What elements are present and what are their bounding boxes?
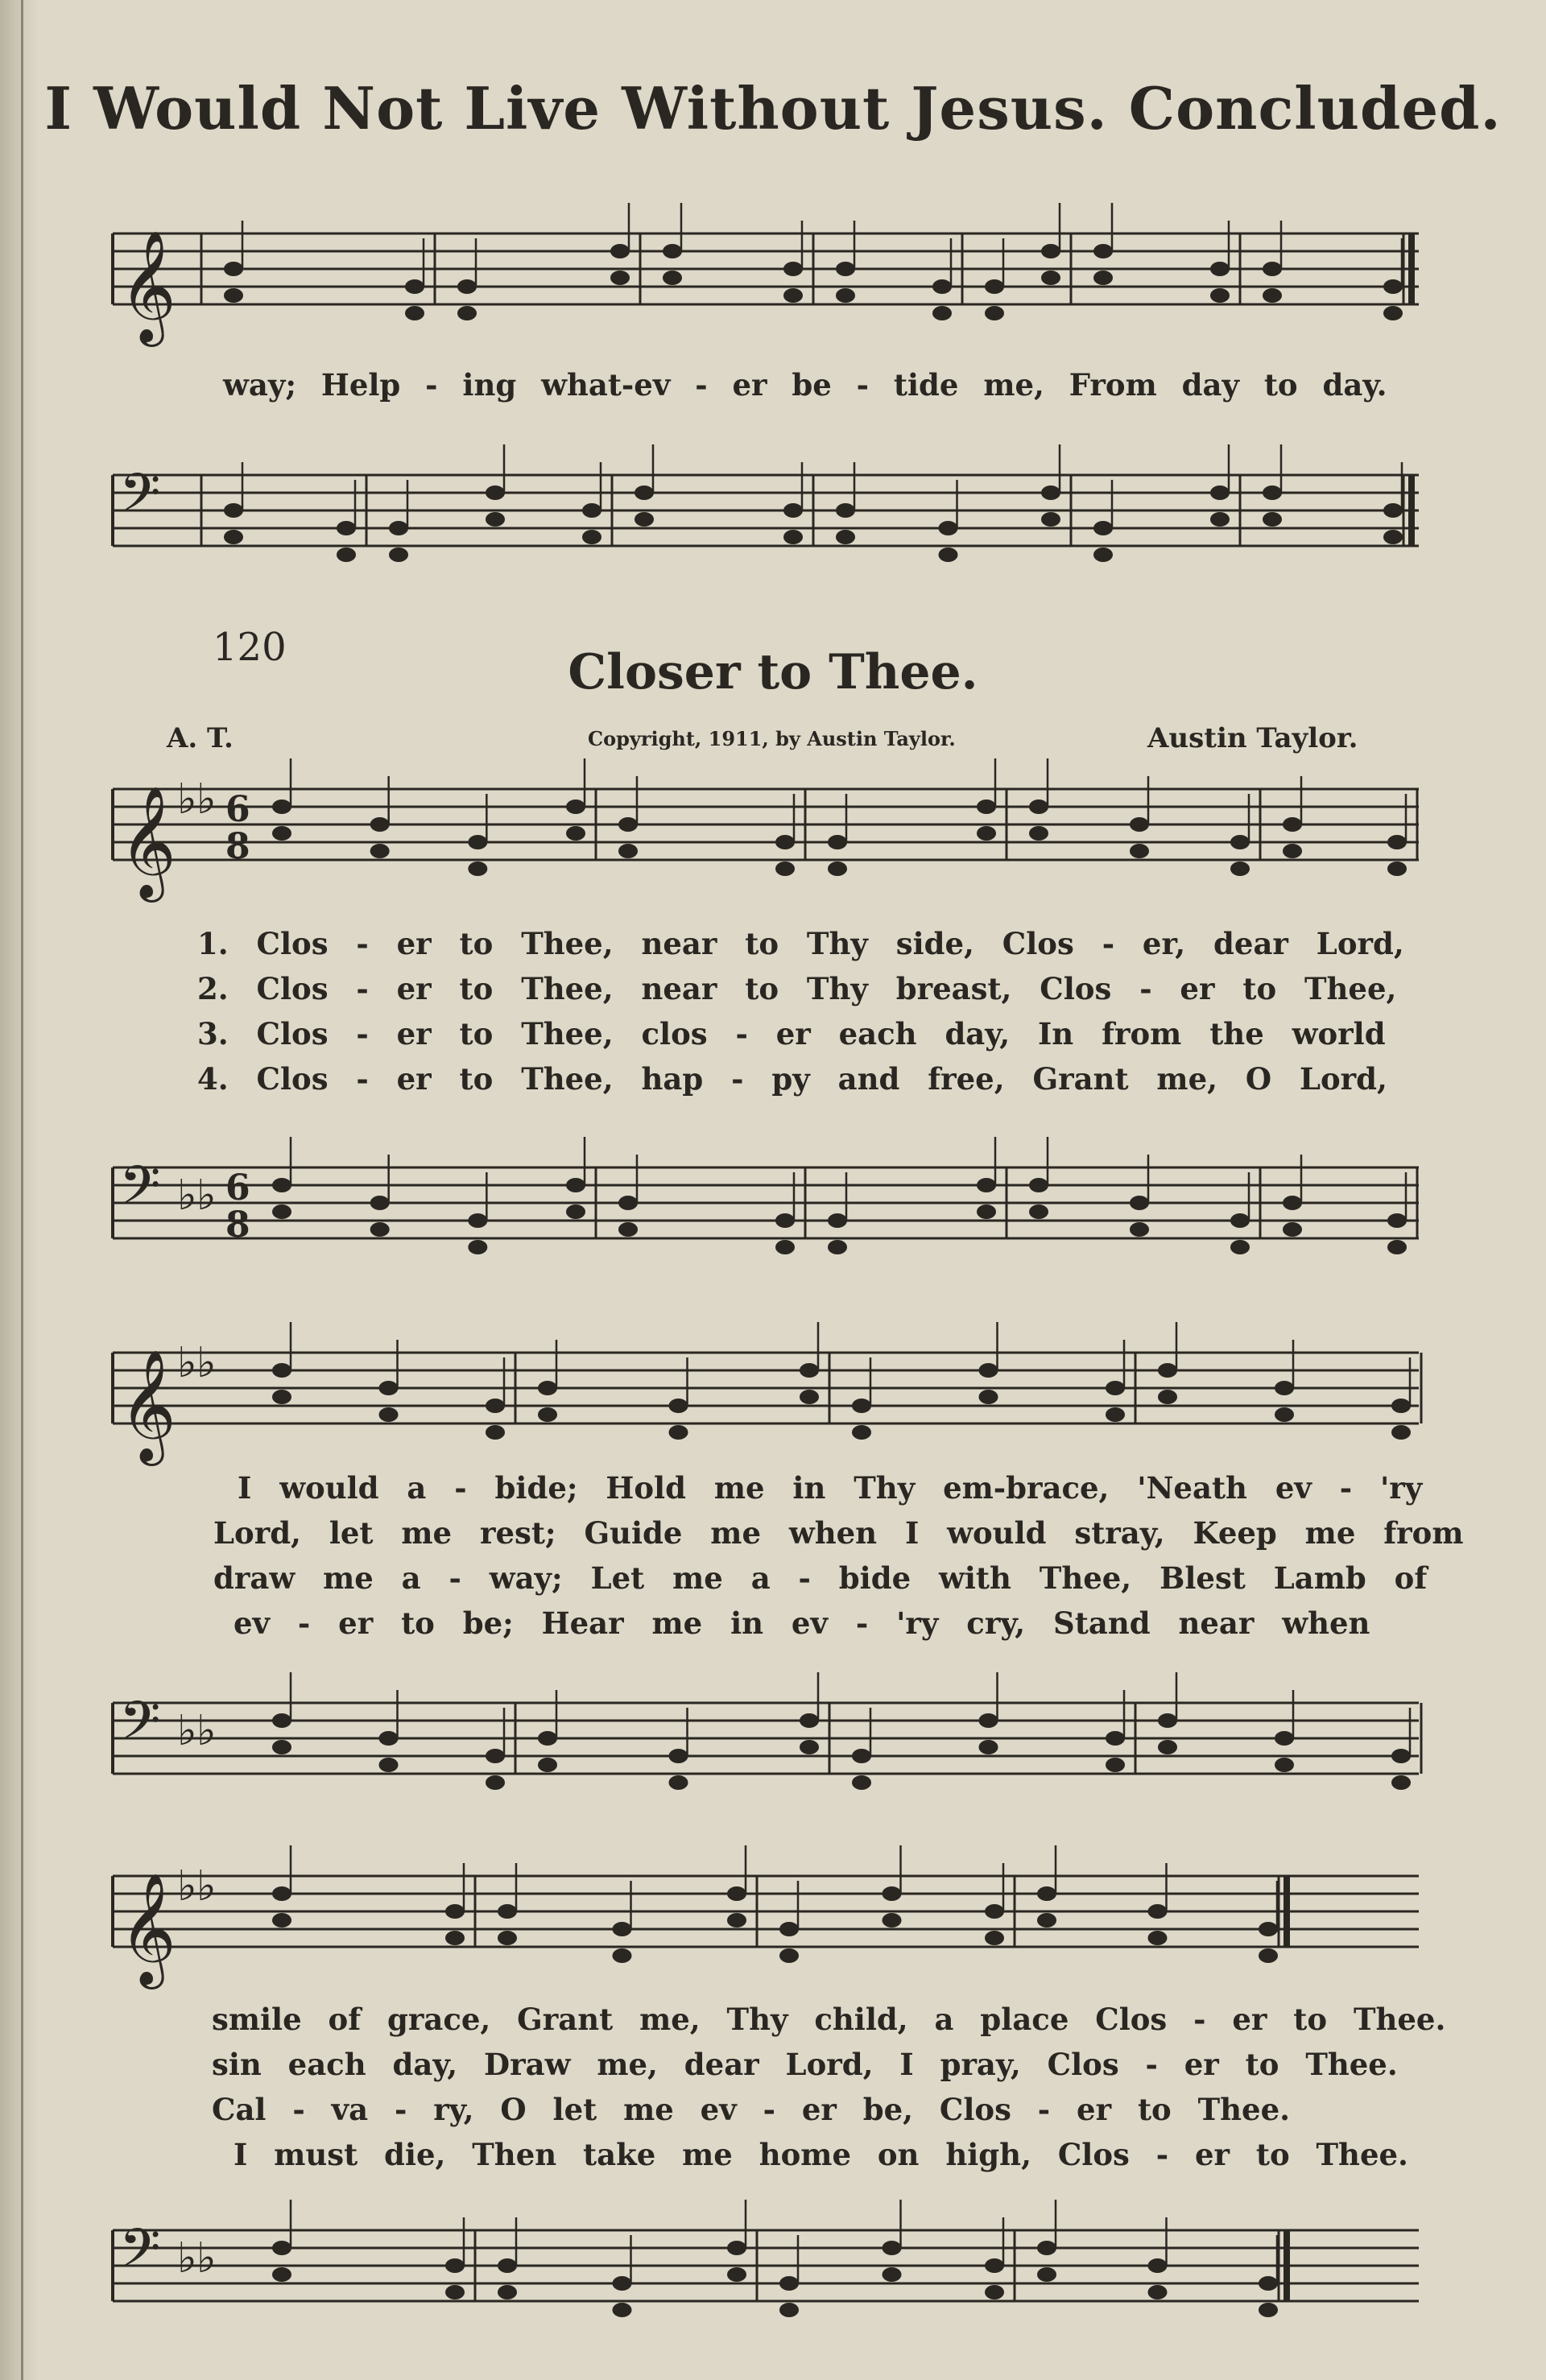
system2-treble-staff [0,1328,1546,1461]
lyricist-initials: A. T. [167,722,234,754]
system2-bass-staff [0,1679,1546,1808]
svg-text:𝄢: 𝄢 [119,1155,161,1229]
svg-text:♭: ♭ [177,2234,197,2283]
composer-name: Austin Taylor. [1147,722,1358,754]
svg-text:♭: ♭ [196,1707,217,1755]
svg-text:♭: ♭ [196,1862,217,1911]
svg-text:♭: ♭ [196,1339,217,1387]
svg-text:𝄢: 𝄢 [119,462,161,537]
svg-text:♭: ♭ [177,1862,197,1911]
svg-text:♭: ♭ [177,1707,197,1755]
hymn-title: Closer to Thee. [568,644,978,700]
system1-verse3: 3. Clos - er to Thee, clos - er each day, In from the world [197,1016,1386,1052]
concluded-treble-staff [0,209,1546,342]
svg-text:𝄞: 𝄞 [119,1873,176,1985]
system2-verse2: Lord, let me rest; Guide me when I would stray, Keep me from [213,1515,1464,1551]
system3-bass-staff [0,2206,1546,2335]
svg-text:♭: ♭ [177,1339,197,1387]
svg-text:6: 6 [225,789,250,830]
svg-text:8: 8 [225,1204,250,1246]
svg-text:𝄢: 𝄢 [119,2217,161,2292]
hymn-number: 120 [213,625,287,670]
svg-text:𝄢: 𝄢 [119,1690,161,1765]
system2-verse4: ev - er to be; Hear me in ev - 'ry cry, Stand near when [234,1605,1370,1641]
svg-text:𝄞: 𝄞 [119,786,176,898]
system1-bass-staff [0,1143,1546,1272]
system1-verse2: 2. Clos - er to Thee, near to Thy breast, Clos - er to Thee, [197,971,1397,1006]
svg-text:♭: ♭ [196,1171,217,1220]
svg-text:𝄞: 𝄞 [119,230,176,342]
page-title: I Would Not Live Without Jesus. Concluded. [44,74,1502,143]
svg-text:♭: ♭ [196,2234,217,2283]
system3-verse4: I must die, Then take me home on high, Clos - er to Thee. [234,2137,1408,2172]
system1-verse1: 1. Clos - er to Thee, near to Thy side, Clos - er, dear Lord, [197,926,1404,961]
copyright-notice: Copyright, 1911, by Austin Taylor. [588,727,956,750]
concluded-bass-staff [0,451,1546,580]
system3-treble-staff [0,1852,1546,1985]
svg-text:♭: ♭ [196,775,217,824]
svg-text:𝄞: 𝄞 [119,1349,176,1461]
svg-text:8: 8 [225,826,250,867]
svg-text:♭: ♭ [177,775,197,824]
system1-treble-staff [0,765,1546,898]
system3-verse3: Cal - va - ry, O let me ev - er be, Clos - er to Thee. [212,2092,1290,2127]
system2-verse1: I would a - bide; Hold me in Thy em-brace, 'Neath ev - 'ry [238,1470,1423,1506]
svg-text:6: 6 [225,1167,250,1209]
concluded-lyrics: way; Help - ing what-ev - er be - tide me, From day to day. [223,367,1387,403]
system1-verse4: 4. Clos - er to Thee, hap - py and free, Grant me, O Lord, [197,1061,1387,1097]
system3-verse2: sin each day, Draw me, dear Lord, I pray, Clos - er to Thee. [212,2047,1398,2082]
svg-text:♭: ♭ [177,1171,197,1220]
system2-verse3: draw me a - way; Let me a - bide with Thee, Blest Lamb of [213,1560,1428,1596]
system3-verse1: smile of grace, Grant me, Thy child, a place Clos - er to Thee. [212,2002,1446,2037]
